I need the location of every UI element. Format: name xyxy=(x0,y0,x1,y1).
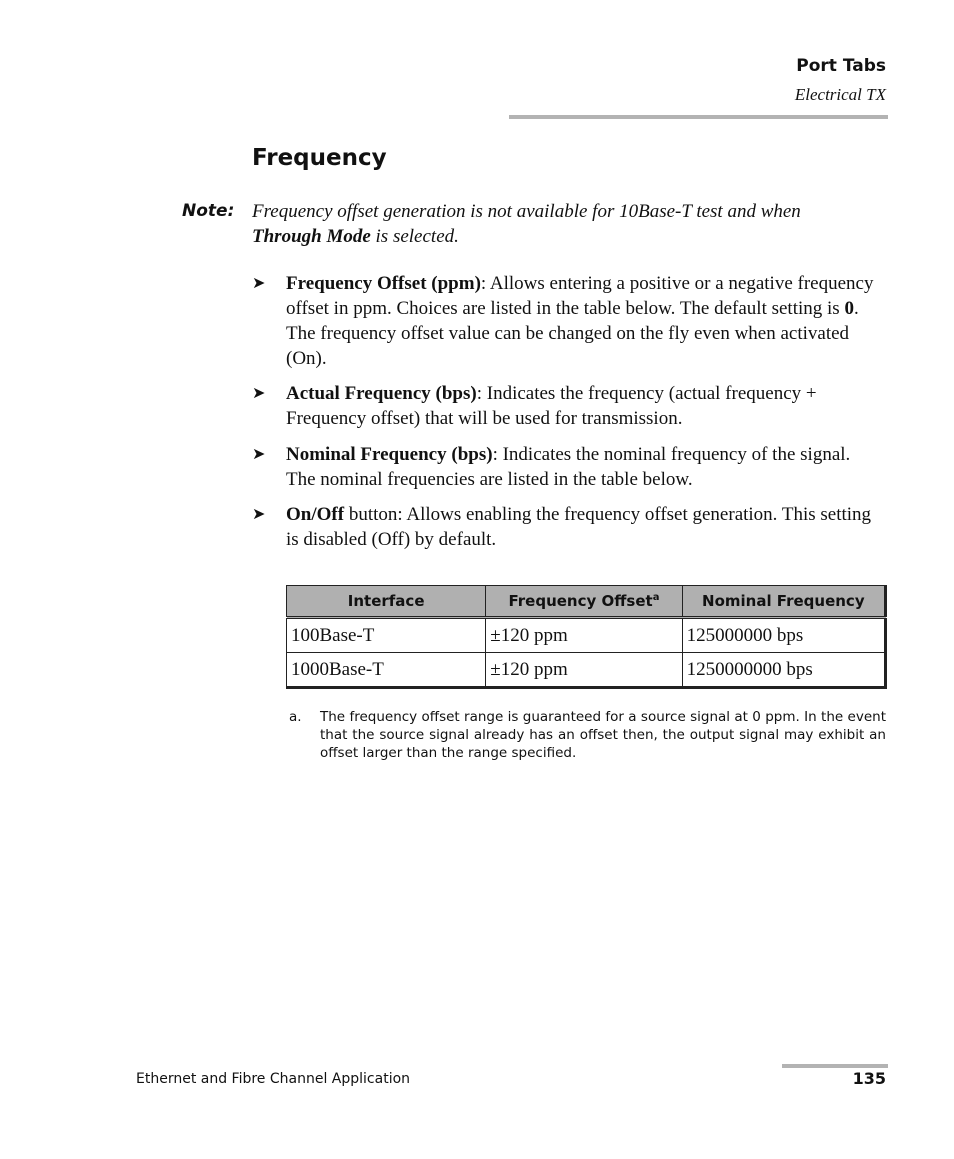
bullet-default-value: 0 xyxy=(844,298,854,319)
column-header-frequency-offset: Frequency Offset$^a$ xyxy=(486,586,682,618)
table-row xyxy=(287,618,886,653)
column-header-nominal-frequency: Nominal Frequency xyxy=(682,586,885,618)
header-subtitle: Electrical TX xyxy=(794,85,886,104)
header-rule xyxy=(509,115,888,119)
column-header-interface: Interface xyxy=(287,586,486,618)
footer-rule xyxy=(782,1064,888,1068)
bullet-term: Nominal Frequency (bps) xyxy=(286,444,493,465)
bullet-text xyxy=(286,271,884,371)
bullet-arrow-icon: ➤ xyxy=(252,273,266,292)
note-label: Note: xyxy=(182,201,235,221)
table-cell: ±120 ppm xyxy=(486,653,682,688)
section-title: Frequency xyxy=(252,145,387,171)
table-cell: ±120 ppm xyxy=(486,618,682,653)
bullet-text xyxy=(286,442,884,492)
note-text-part-2: is selected. xyxy=(370,226,459,247)
bullet-term: Frequency Offset (ppm) xyxy=(286,273,481,294)
bullet-text xyxy=(286,502,884,552)
bullet-description: : Indicates the frequency (actual frequency + Frequency offset) that will be used for transmission. xyxy=(286,383,817,429)
table-cell: 1000Base-T xyxy=(287,653,486,688)
table-cell: 1250000000 bps xyxy=(682,653,885,688)
footer-document-title: Ethernet and Fibre Channel Application xyxy=(136,1071,411,1087)
table-cell: 125000000 bps xyxy=(682,618,885,653)
note-text-part-1: Frequency offset generation is not available for 10Base-T test and when xyxy=(252,201,801,222)
bullet-arrow-icon: ➤ xyxy=(252,504,266,523)
footnote-reference: a xyxy=(652,592,660,603)
bullet-description: : Allows entering a positive or a negative frequency offset in ppm. Choices are listed in the table below. The default setting is xyxy=(286,273,874,319)
bullet-term: On/Off xyxy=(286,504,345,525)
table-cell: 100Base-T xyxy=(287,618,486,653)
footnote-text: The frequency offset range is guaranteed for a source signal at 0 ppm. In the event that the source signal already has an offset then, the output signal may exhibit an offset larger than the range specified. xyxy=(320,709,886,761)
bullet-text xyxy=(286,381,884,431)
table-header-row xyxy=(287,586,886,618)
bullet-term: Actual Frequency (bps) xyxy=(286,383,477,404)
page-number: 135 xyxy=(852,1069,886,1088)
frequency-table xyxy=(286,585,887,689)
bullet-description: : Indicates the nominal frequency of the signal. The nominal frequencies are listed in the table below. xyxy=(286,444,851,490)
bullet-description: button: Allows enabling the frequency offset generation. This setting is disabled (Off) by default. xyxy=(286,504,872,550)
bullet-arrow-icon: ➤ xyxy=(252,444,266,463)
bullet-description-continued: . The frequency offset value can be changed on the fly even when activated (On). xyxy=(286,298,859,369)
footnote-mark: a. xyxy=(289,709,302,725)
bullet-arrow-icon: ➤ xyxy=(252,383,266,402)
note-text xyxy=(252,199,872,249)
note-text-bold: Through Mode xyxy=(252,226,371,247)
page-header xyxy=(795,56,886,105)
header-title: Port Tabs xyxy=(796,56,886,76)
table-row xyxy=(287,653,886,688)
